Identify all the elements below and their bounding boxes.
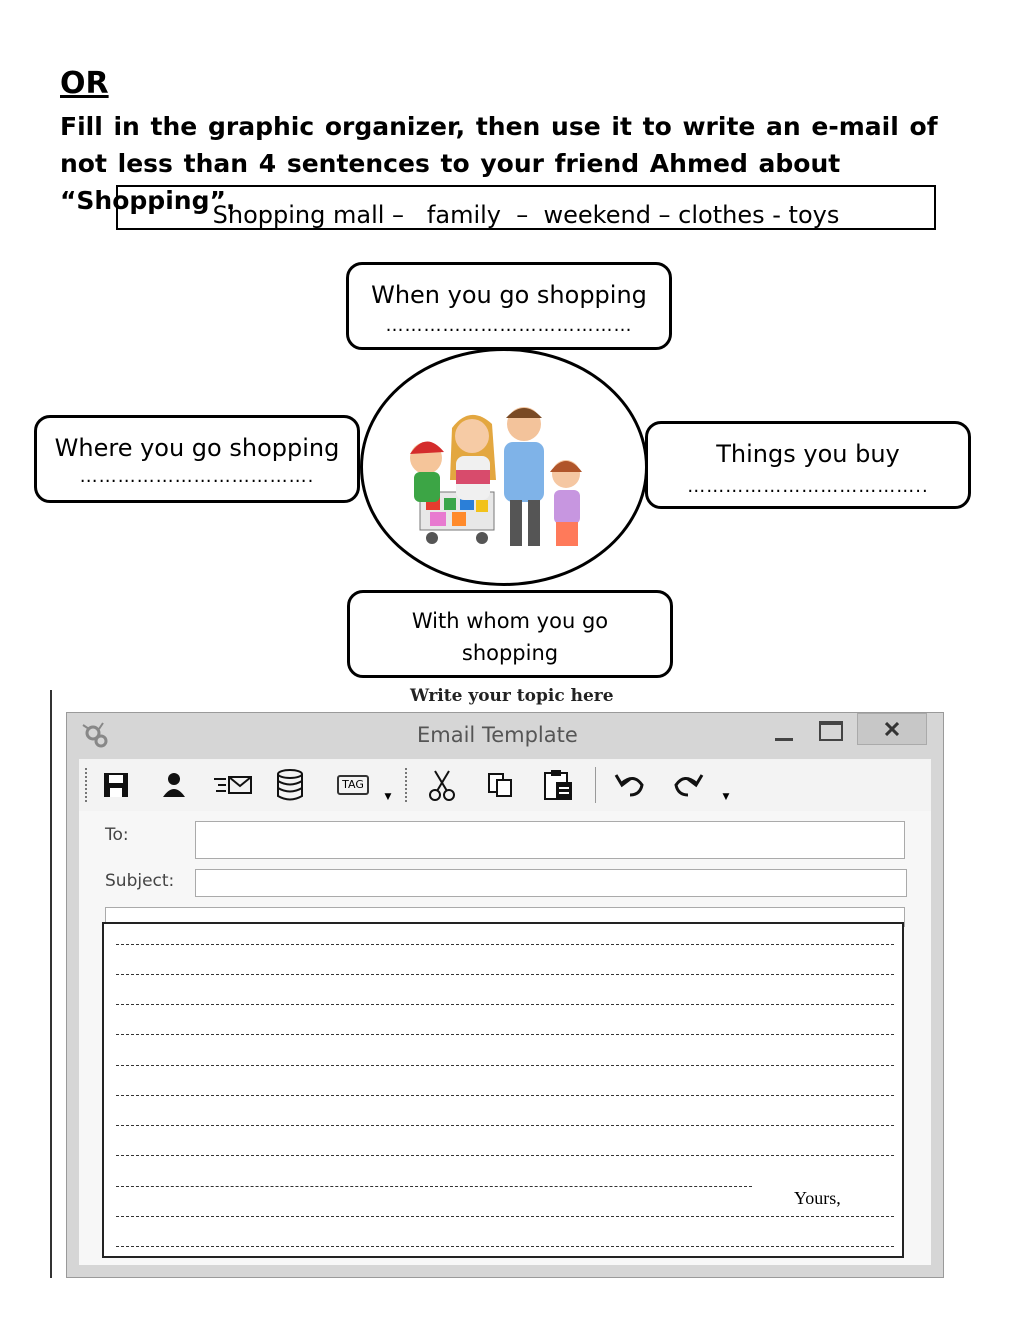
writing-line [116,1004,894,1005]
minimize-icon [775,738,793,741]
to-field[interactable] [195,821,905,859]
app-logo-icon [81,721,111,749]
writing-line [116,1125,894,1126]
save-icon [102,771,130,799]
or-heading: OR [60,66,109,101]
email-body-lined-paper[interactable] [102,922,904,1258]
when-box [346,262,672,350]
copy-button[interactable] [477,759,523,811]
contact-icon [160,771,188,799]
toolbar-grip [85,759,89,811]
writing-line [116,1186,752,1187]
toolbar-overflow-icon-2[interactable]: ▼ [722,792,730,802]
where-label: Where you go shopping [54,434,340,462]
paste-button[interactable] [535,759,581,811]
cut-button[interactable] [419,759,465,811]
close-button[interactable] [857,713,927,745]
toolbar-separator-2 [593,759,597,811]
tag-icon: TAG [337,775,369,795]
toolbar [79,759,931,811]
writing-line [116,1034,894,1035]
subject-field[interactable] [195,869,907,897]
writing-line [116,974,894,975]
cut-icon [429,769,455,801]
send-button[interactable] [211,759,257,811]
database-icon [276,769,304,801]
undo-button[interactable] [607,759,653,811]
undo-icon [614,771,646,799]
window-title: Email Template [417,723,578,747]
close-icon [885,722,899,736]
where-box [34,415,360,503]
writing-line [116,1155,894,1156]
database-button[interactable] [269,759,311,811]
instruction-text: Fill in the graphic organizer, then use it to write an e-mail of not less than 4 sentences to your friend Ahmed about “Shopping”. [60,112,938,215]
toolbar-overflow-icon[interactable]: ▼ [384,792,392,802]
maximize-button[interactable] [815,719,843,745]
to-label: To: [105,825,129,845]
family-shopping-image [400,400,596,550]
with-whom-box [347,590,673,678]
signoff-text: Yours, [794,1188,841,1208]
where-answer-line[interactable]: ………………………………. [79,466,315,487]
subject-label: Subject: [105,871,175,891]
when-answer-line[interactable]: ………………………………… [385,315,633,336]
maximize-icon [819,721,843,741]
things-answer-line[interactable]: ……………………………….. [687,476,929,497]
redo-button[interactable] [665,759,711,811]
writing-line [116,1216,894,1217]
writing-line [116,1065,894,1066]
word-bank: Shopping mall – family – weekend – clothes - toys [116,185,936,230]
save-button[interactable] [95,759,137,811]
things-label: Things you buy [716,440,900,468]
writing-line [116,944,894,945]
tag-button[interactable] [327,759,379,811]
paste-icon [542,768,574,802]
redo-icon [672,771,704,799]
writing-line [116,1246,894,1247]
things-box [645,421,971,509]
minimize-button[interactable] [773,719,797,749]
writing-line [116,1095,894,1096]
title-bar [67,713,943,757]
topic-prompt: Write your topic here [410,686,614,706]
toolbar-separator [405,759,409,811]
contact-button[interactable] [153,759,195,811]
with-whom-label: With whom you go shopping [411,609,609,665]
copy-icon [485,771,515,799]
send-icon [214,773,254,797]
margin-line [50,690,52,1278]
when-label: When you go shopping [371,281,647,309]
